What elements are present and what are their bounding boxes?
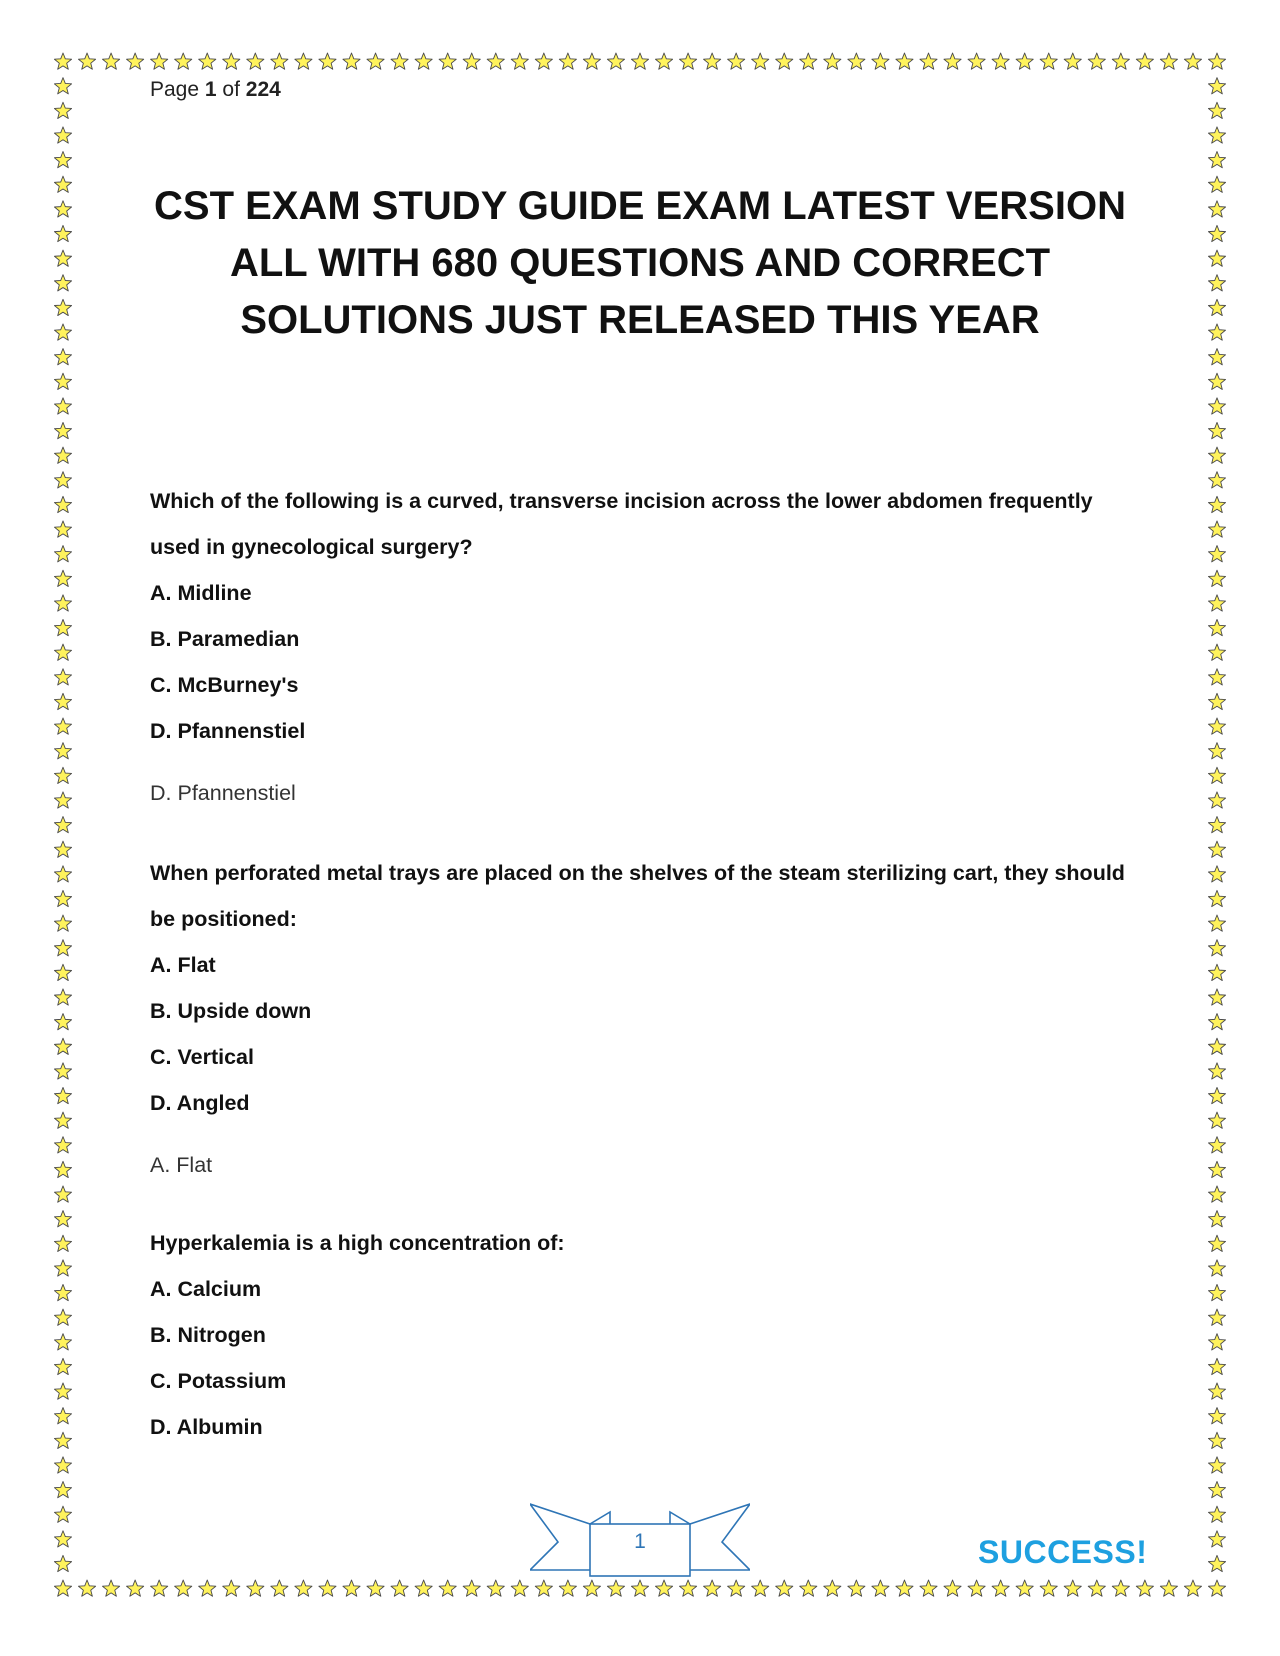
star-icon bbox=[54, 496, 71, 512]
star-icon bbox=[1208, 176, 1225, 192]
star-icon bbox=[1208, 78, 1225, 94]
star-icon bbox=[54, 447, 71, 463]
star-icon bbox=[1208, 1186, 1225, 1202]
star-icon bbox=[343, 1580, 360, 1596]
star-icon bbox=[728, 1580, 745, 1596]
star-icon bbox=[54, 619, 71, 635]
star-icon bbox=[247, 1580, 264, 1596]
star-icon bbox=[607, 1580, 624, 1596]
star-icon bbox=[800, 1580, 817, 1596]
star-icon bbox=[992, 53, 1009, 69]
star-icon bbox=[1208, 767, 1225, 783]
star-icon bbox=[54, 817, 71, 833]
options-list bbox=[150, 570, 1130, 754]
star-icon bbox=[1208, 1014, 1225, 1030]
star-icon bbox=[968, 1580, 985, 1596]
star-icon bbox=[848, 1580, 865, 1596]
star-icon bbox=[415, 1580, 432, 1596]
star-icon bbox=[54, 1014, 71, 1030]
star-icon bbox=[367, 53, 384, 69]
star-icon bbox=[103, 1580, 120, 1596]
star-icon bbox=[1208, 447, 1225, 463]
star-icon bbox=[535, 1580, 552, 1596]
star-icon bbox=[54, 1161, 71, 1177]
star-icon bbox=[54, 152, 71, 168]
star-icon bbox=[1208, 1063, 1225, 1079]
star-icon bbox=[391, 1580, 408, 1596]
option-c: C. McBurney's bbox=[150, 673, 299, 697]
option-a: A. Midline bbox=[150, 581, 252, 605]
star-icon bbox=[1208, 1334, 1225, 1350]
star-icon bbox=[1208, 866, 1225, 882]
star-icon bbox=[1208, 324, 1225, 340]
star-icon bbox=[824, 1580, 841, 1596]
star-icon bbox=[1208, 964, 1225, 980]
star-icon bbox=[1208, 1309, 1225, 1325]
star-icon bbox=[944, 53, 961, 69]
star-icon bbox=[439, 53, 456, 69]
star-icon bbox=[535, 53, 552, 69]
star-icon bbox=[199, 1580, 216, 1596]
star-icon bbox=[54, 644, 71, 660]
star-icon bbox=[752, 53, 769, 69]
star-icon bbox=[127, 53, 144, 69]
star-icon bbox=[583, 53, 600, 69]
star-icon bbox=[824, 53, 841, 69]
star-icon bbox=[1136, 1580, 1153, 1596]
star-icon bbox=[944, 1580, 961, 1596]
star-icon bbox=[295, 1580, 312, 1596]
star-icon bbox=[54, 595, 71, 611]
star-icon bbox=[631, 1580, 648, 1596]
star-icon bbox=[54, 1432, 71, 1448]
star-icon bbox=[54, 1358, 71, 1374]
star-icon bbox=[271, 1580, 288, 1596]
star-icon bbox=[655, 1580, 672, 1596]
star-icon bbox=[1160, 53, 1177, 69]
star-icon bbox=[54, 225, 71, 241]
option-d: D. Angled bbox=[150, 1091, 250, 1115]
star-icon bbox=[1208, 1481, 1225, 1497]
star-icon bbox=[1208, 792, 1225, 808]
star-icon bbox=[559, 1580, 576, 1596]
of-word: of bbox=[222, 78, 240, 101]
star-icon bbox=[54, 1087, 71, 1103]
star-icon bbox=[54, 1531, 71, 1547]
total-pages-number: 224 bbox=[245, 78, 281, 101]
star-icon bbox=[848, 53, 865, 69]
star-icon bbox=[175, 1580, 192, 1596]
star-icon bbox=[463, 1580, 480, 1596]
options-list bbox=[150, 1266, 1130, 1450]
star-icon bbox=[199, 53, 216, 69]
star-icon bbox=[1208, 1038, 1225, 1054]
star-icon bbox=[103, 53, 120, 69]
star-icon bbox=[1208, 1457, 1225, 1473]
star-icon bbox=[54, 1580, 71, 1596]
star-icon bbox=[367, 1580, 384, 1596]
star-icon bbox=[487, 53, 504, 69]
option-b: B. Paramedian bbox=[150, 627, 300, 651]
star-icon bbox=[896, 1580, 913, 1596]
star-icon bbox=[54, 1506, 71, 1522]
option-b: B. Nitrogen bbox=[150, 1323, 266, 1347]
star-icon bbox=[1208, 349, 1225, 365]
star-icon bbox=[968, 53, 985, 69]
star-icon bbox=[655, 53, 672, 69]
star-icon bbox=[223, 1580, 240, 1596]
star-icon bbox=[1208, 152, 1225, 168]
answer-text: A. Flat bbox=[150, 1153, 213, 1177]
option-a: A. Flat bbox=[150, 953, 216, 977]
star-icon bbox=[1208, 1211, 1225, 1227]
star-icon bbox=[175, 53, 192, 69]
option-d: D. Albumin bbox=[150, 1415, 263, 1439]
star-icon bbox=[1208, 1432, 1225, 1448]
star-icon bbox=[54, 422, 71, 438]
star-icon bbox=[1208, 225, 1225, 241]
star-icon bbox=[319, 1580, 336, 1596]
star-icon bbox=[54, 275, 71, 291]
star-icon bbox=[1208, 521, 1225, 537]
star-icon bbox=[511, 53, 528, 69]
star-icon bbox=[54, 718, 71, 734]
star-icon bbox=[54, 964, 71, 980]
star-icon bbox=[1208, 1506, 1225, 1522]
star-icon bbox=[54, 299, 71, 315]
star-icon bbox=[54, 102, 71, 118]
star-icon bbox=[54, 472, 71, 488]
star-icon bbox=[1088, 53, 1105, 69]
star-icon bbox=[1208, 989, 1225, 1005]
star-icon bbox=[1208, 1161, 1225, 1177]
star-icon bbox=[1208, 890, 1225, 906]
star-icon bbox=[1208, 1137, 1225, 1153]
star-icon bbox=[1208, 743, 1225, 759]
star-icon bbox=[1208, 915, 1225, 931]
option-d: D. Pfannenstiel bbox=[150, 719, 306, 743]
star-icon bbox=[54, 324, 71, 340]
star-icon bbox=[583, 1580, 600, 1596]
star-icon bbox=[463, 53, 480, 69]
star-icon bbox=[54, 1063, 71, 1079]
star-icon bbox=[54, 570, 71, 586]
star-icon bbox=[1208, 546, 1225, 562]
star-icon bbox=[680, 53, 697, 69]
star-icon bbox=[1160, 1580, 1177, 1596]
footer-page-number: 1 bbox=[634, 1530, 646, 1553]
star-icon bbox=[1208, 1112, 1225, 1128]
star-icon bbox=[1208, 1235, 1225, 1251]
star-icon bbox=[415, 53, 432, 69]
star-icon bbox=[1208, 817, 1225, 833]
star-icon bbox=[1208, 422, 1225, 438]
star-icon bbox=[54, 1186, 71, 1202]
star-icon bbox=[1208, 841, 1225, 857]
star-icon bbox=[800, 53, 817, 69]
question-text: When perforated metal trays are placed on the shelves of the steam sterilizing cart, they should be positioned: bbox=[150, 861, 1125, 931]
star-icon bbox=[872, 1580, 889, 1596]
star-icon bbox=[1208, 570, 1225, 586]
star-icon bbox=[1208, 1358, 1225, 1374]
question-text: Hyperkalemia is a high concentration of: bbox=[150, 1231, 565, 1255]
star-icon bbox=[1112, 1580, 1129, 1596]
star-icon bbox=[631, 53, 648, 69]
star-icon bbox=[54, 1383, 71, 1399]
star-icon bbox=[1112, 53, 1129, 69]
star-icon bbox=[54, 890, 71, 906]
star-icon bbox=[704, 1580, 721, 1596]
star-icon bbox=[151, 53, 168, 69]
options-list bbox=[150, 942, 1130, 1126]
question-block-2 bbox=[150, 850, 1130, 1180]
star-icon bbox=[54, 767, 71, 783]
question-block-3 bbox=[150, 1220, 1130, 1450]
star-icon bbox=[54, 841, 71, 857]
question-text: Which of the following is a curved, transverse incision across the lower abdomen frequently used in gynecological surgery? bbox=[150, 489, 1093, 559]
star-icon bbox=[1040, 53, 1057, 69]
star-icon bbox=[1208, 940, 1225, 956]
star-icon bbox=[1208, 1087, 1225, 1103]
star-icon bbox=[151, 1580, 168, 1596]
star-icon bbox=[319, 53, 336, 69]
star-icon bbox=[78, 1580, 95, 1596]
star-icon bbox=[54, 349, 71, 365]
star-icon bbox=[54, 1309, 71, 1325]
star-icon bbox=[776, 1580, 793, 1596]
star-icon bbox=[271, 53, 288, 69]
star-icon bbox=[1208, 1284, 1225, 1300]
star-icon bbox=[54, 1481, 71, 1497]
star-icon bbox=[54, 669, 71, 685]
star-icon bbox=[295, 53, 312, 69]
star-icon bbox=[54, 940, 71, 956]
star-icon bbox=[343, 53, 360, 69]
option-c: C. Potassium bbox=[150, 1369, 287, 1393]
star-icon bbox=[54, 1211, 71, 1227]
star-icon bbox=[487, 1580, 504, 1596]
star-icon bbox=[1088, 1580, 1105, 1596]
star-icon bbox=[1208, 1260, 1225, 1276]
title-line-3: SOLUTIONS JUST RELEASED THIS YEAR bbox=[240, 298, 1040, 342]
question-block-1 bbox=[150, 478, 1130, 808]
star-icon bbox=[439, 1580, 456, 1596]
star-icon bbox=[54, 1112, 71, 1128]
star-icon bbox=[1208, 102, 1225, 118]
star-icon bbox=[54, 1555, 71, 1571]
star-icon bbox=[54, 78, 71, 94]
star-icon bbox=[1064, 53, 1081, 69]
star-icon bbox=[1208, 595, 1225, 611]
star-icon bbox=[1208, 693, 1225, 709]
star-icon bbox=[54, 1408, 71, 1424]
star-icon bbox=[127, 1580, 144, 1596]
star-icon bbox=[1208, 644, 1225, 660]
star-icon bbox=[1208, 472, 1225, 488]
star-icon bbox=[1208, 53, 1225, 69]
star-icon bbox=[54, 546, 71, 562]
star-icon bbox=[54, 1284, 71, 1300]
star-icon bbox=[559, 53, 576, 69]
star-icon bbox=[920, 53, 937, 69]
star-icon bbox=[1040, 1580, 1057, 1596]
title-line-2: ALL WITH 680 QUESTIONS AND CORRECT bbox=[229, 241, 1051, 285]
option-b: B. Upside down bbox=[150, 999, 312, 1023]
star-icon bbox=[54, 127, 71, 143]
star-icon bbox=[872, 53, 889, 69]
star-icon bbox=[54, 201, 71, 217]
star-icon bbox=[1208, 718, 1225, 734]
star-icon bbox=[511, 1580, 528, 1596]
star-icon bbox=[1184, 1580, 1201, 1596]
answer-text: D. Pfannenstiel bbox=[150, 781, 296, 805]
star-icon bbox=[1208, 1408, 1225, 1424]
star-icon bbox=[1208, 275, 1225, 291]
star-icon bbox=[223, 53, 240, 69]
star-icon bbox=[78, 53, 95, 69]
current-page-number: 1 bbox=[204, 78, 217, 101]
star-icon bbox=[391, 53, 408, 69]
star-icon bbox=[1208, 1555, 1225, 1571]
star-icon bbox=[680, 1580, 697, 1596]
document-title bbox=[150, 178, 1130, 349]
star-icon bbox=[247, 53, 264, 69]
star-icon bbox=[728, 53, 745, 69]
star-icon bbox=[776, 53, 793, 69]
star-icon bbox=[54, 915, 71, 931]
star-icon bbox=[54, 1260, 71, 1276]
star-icon bbox=[1208, 127, 1225, 143]
success-tagline: SUCCESS! bbox=[978, 1534, 1148, 1570]
star-icon bbox=[54, 1457, 71, 1473]
star-icon bbox=[992, 1580, 1009, 1596]
star-icon bbox=[54, 373, 71, 389]
star-icon bbox=[54, 1038, 71, 1054]
star-icon bbox=[1208, 669, 1225, 685]
star-icon bbox=[1136, 53, 1153, 69]
star-icon bbox=[54, 1235, 71, 1251]
star-icon bbox=[1208, 250, 1225, 266]
star-icon bbox=[54, 792, 71, 808]
star-icon bbox=[752, 1580, 769, 1596]
star-icon bbox=[704, 53, 721, 69]
star-icon bbox=[54, 989, 71, 1005]
star-icon bbox=[54, 866, 71, 882]
star-icon bbox=[1208, 201, 1225, 217]
star-icon bbox=[54, 1137, 71, 1153]
star-icon bbox=[54, 250, 71, 266]
star-icon bbox=[1208, 1580, 1225, 1596]
star-icon bbox=[607, 53, 624, 69]
star-icon bbox=[896, 53, 913, 69]
page-word: Page bbox=[150, 78, 200, 101]
option-a: A. Calcium bbox=[150, 1277, 262, 1301]
star-icon bbox=[920, 1580, 937, 1596]
star-icon bbox=[54, 53, 71, 69]
star-icon bbox=[1208, 373, 1225, 389]
star-icon bbox=[1208, 496, 1225, 512]
option-c: C. Vertical bbox=[150, 1045, 254, 1069]
title-line-1: CST EXAM STUDY GUIDE EXAM LATEST VERSION bbox=[154, 184, 1126, 228]
star-icon bbox=[1064, 1580, 1081, 1596]
star-icon bbox=[54, 398, 71, 414]
star-icon bbox=[54, 693, 71, 709]
star-icon bbox=[1016, 1580, 1033, 1596]
star-icon bbox=[1208, 1531, 1225, 1547]
star-icon bbox=[54, 176, 71, 192]
star-icon bbox=[1208, 299, 1225, 315]
page-counter bbox=[150, 78, 281, 102]
star-icon bbox=[1016, 53, 1033, 69]
star-icon bbox=[54, 743, 71, 759]
star-icon bbox=[1208, 619, 1225, 635]
star-icon bbox=[54, 521, 71, 537]
star-icon bbox=[54, 1334, 71, 1350]
star-icon bbox=[1208, 398, 1225, 414]
star-icon bbox=[1208, 1383, 1225, 1399]
star-icon bbox=[1184, 53, 1201, 69]
